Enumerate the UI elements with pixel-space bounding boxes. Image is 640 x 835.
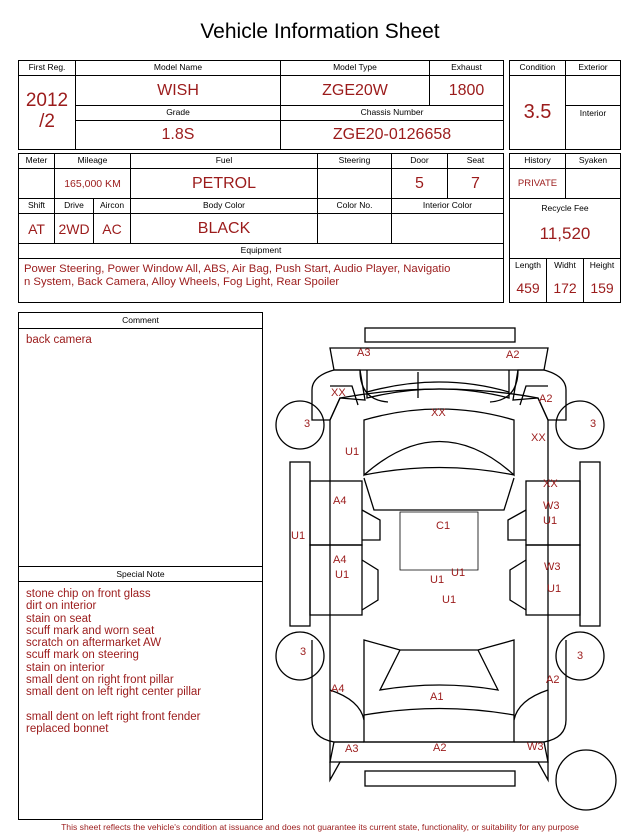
mark-xx-left: XX xyxy=(331,387,346,399)
equipment-label: Equipment xyxy=(19,244,503,259)
model-name-label: Model Name xyxy=(76,61,281,76)
aircon-value: AC xyxy=(94,214,131,244)
history-value: PRIVATE xyxy=(510,169,566,199)
special-note-item: scuff mark on steering xyxy=(26,649,139,662)
drive-value: 2WD xyxy=(55,214,94,244)
meter-value xyxy=(19,169,55,199)
mark-w3-right: W3 xyxy=(543,500,560,512)
door-label: Door xyxy=(392,154,448,169)
equipment-line-1: Power Steering, Power Window All, ABS, Air Bag, Push Start, Audio Player, Navigatio xyxy=(24,263,451,275)
mark-u1-center-c: U1 xyxy=(442,594,457,606)
special-note-item: small dent on right front pillar xyxy=(26,674,174,687)
shift-value: AT xyxy=(19,214,55,244)
mark-xx-right2: XX xyxy=(543,478,558,490)
exterior-label: Exterior xyxy=(566,61,620,76)
interior-color-value xyxy=(392,214,503,244)
first-reg-year: 2012 xyxy=(25,90,69,111)
mark-a3-bottom: A3 xyxy=(345,743,359,755)
vehicle-info-table xyxy=(18,60,504,150)
exterior-value xyxy=(566,76,620,106)
comment-label: Comment xyxy=(19,313,262,329)
disclaimer-footer: This sheet reflects the vehicle's condition at issuance and does not guarantee its current state, functionality, or suitability for any purpose xyxy=(61,822,579,832)
condition-label: Condition xyxy=(510,61,566,76)
equipment-line-2: n System, Back Camera, Alloy Wheels, Fog Light, Rear Spoiler xyxy=(24,275,340,288)
shift-label: Shift xyxy=(19,199,55,214)
condition-table xyxy=(509,60,621,150)
body-color-label: Body Color xyxy=(131,199,318,214)
mark-a2-right-lower: A2 xyxy=(546,674,560,686)
special-note-item: small dent on left right front fender xyxy=(26,710,201,723)
special-note-label: Special Note xyxy=(19,566,262,582)
model-type-label: Model Type xyxy=(281,61,430,76)
interior-label: Interior xyxy=(579,108,607,118)
mark-c1-center: C1 xyxy=(436,520,451,532)
door-value: 5 xyxy=(392,169,448,199)
mark-xx-right: XX xyxy=(531,432,546,444)
mark-a4-left-mid: A4 xyxy=(333,554,347,566)
height-value: 159 xyxy=(590,280,614,296)
chassis-label: Chassis Number xyxy=(281,106,503,121)
exhaust-label: Exhaust xyxy=(430,61,503,76)
special-note-item: stain on interior xyxy=(26,661,105,674)
special-note-item: replaced bonnet xyxy=(26,723,109,736)
mileage-value: 165,000 KM xyxy=(55,169,131,199)
comment-text: back camera xyxy=(26,334,92,346)
steering-label: Steering xyxy=(318,154,392,169)
mark-u1-center-a: U1 xyxy=(451,567,466,579)
mark-a1-center: A1 xyxy=(430,691,444,703)
mark-a2-top: A2 xyxy=(506,349,520,361)
mark-u1-left-pillar: U1 xyxy=(291,530,306,542)
model-type-value: ZGE20W xyxy=(281,76,430,106)
syaken-value xyxy=(566,169,620,199)
special-note-item: scuff mark and worn seat xyxy=(26,624,155,637)
recycle-fee-label: Recycle Fee xyxy=(510,199,620,259)
recycle-fee-value: 11,520 xyxy=(539,224,591,243)
first-reg-label: First Reg. xyxy=(19,61,76,76)
seat-value: 7 xyxy=(448,169,503,199)
spec-table xyxy=(18,153,504,303)
height-label: Height xyxy=(589,260,615,270)
mark-tire-fl: 3 xyxy=(304,418,311,430)
first-reg-value xyxy=(19,76,76,149)
width-value: 172 xyxy=(547,274,584,302)
length-label: Length xyxy=(510,259,547,274)
mark-tire-rr: 3 xyxy=(577,650,584,662)
grade-label: Grade xyxy=(76,106,281,121)
history-label: History xyxy=(510,154,566,169)
mark-u1-left-mid: U1 xyxy=(335,569,350,581)
body-color-value: BLACK xyxy=(131,214,318,244)
mileage-label: Mileage xyxy=(55,154,131,169)
first-reg-month: /2 xyxy=(39,111,55,132)
special-note-item: scratch on aftermarket AW xyxy=(26,637,162,650)
page-title: Vehicle Information Sheet xyxy=(200,20,440,43)
mark-w3-right-mid: W3 xyxy=(544,561,561,573)
special-note-item: small dent on left right center pillar xyxy=(26,686,202,699)
mark-u1-right-mid: U1 xyxy=(547,583,562,595)
aircon-label: Aircon xyxy=(94,199,131,214)
mark-a4-left-upper: A4 xyxy=(333,495,347,507)
width-label: Widht xyxy=(547,259,584,274)
interior-color-label: Interior Color xyxy=(392,199,503,214)
color-no-label: Color No. xyxy=(318,199,392,214)
grade-value: 1.8S xyxy=(76,121,281,149)
steering-value xyxy=(318,169,392,199)
special-note-item: stain on seat xyxy=(26,612,92,625)
comment-panel xyxy=(18,312,263,820)
chassis-value: ZGE20-0126658 xyxy=(332,126,452,143)
mark-xx-center: XX xyxy=(431,407,446,419)
special-note-item: dirt on interior xyxy=(26,600,97,613)
mark-a4-left-lower: A4 xyxy=(331,683,345,695)
fuel-label: Fuel xyxy=(131,154,318,169)
special-note-item xyxy=(26,699,260,711)
exhaust-value: 1800 xyxy=(430,76,503,106)
model-name-value: WISH xyxy=(76,76,281,106)
length-value: 459 xyxy=(510,274,547,302)
seat-label: Seat xyxy=(448,154,503,169)
condition-value: 3.5 xyxy=(510,76,566,149)
mark-u1-left-upper: U1 xyxy=(345,446,360,458)
special-note-list xyxy=(26,588,260,736)
mark-a2-right: A2 xyxy=(539,393,553,405)
fuel-value: PETROL xyxy=(131,169,318,199)
mark-u1-right-upper: U1 xyxy=(543,515,558,527)
syaken-label: Syaken xyxy=(566,154,620,169)
history-table xyxy=(509,153,621,303)
mark-tire-fr: 3 xyxy=(590,418,597,430)
mark-u1-center-b: U1 xyxy=(430,574,445,586)
mark-a3-top: A3 xyxy=(357,347,371,359)
mark-tire-rl: 3 xyxy=(300,646,307,658)
color-no-value xyxy=(318,214,392,244)
mark-w3-bottom: W3 xyxy=(527,741,544,753)
special-note-item: stone chip on front glass xyxy=(26,588,151,600)
equipment-value xyxy=(24,263,500,288)
meter-label: Meter xyxy=(19,154,55,169)
mark-a2-bottom: A2 xyxy=(433,742,447,754)
drive-label: Drive xyxy=(55,199,94,214)
